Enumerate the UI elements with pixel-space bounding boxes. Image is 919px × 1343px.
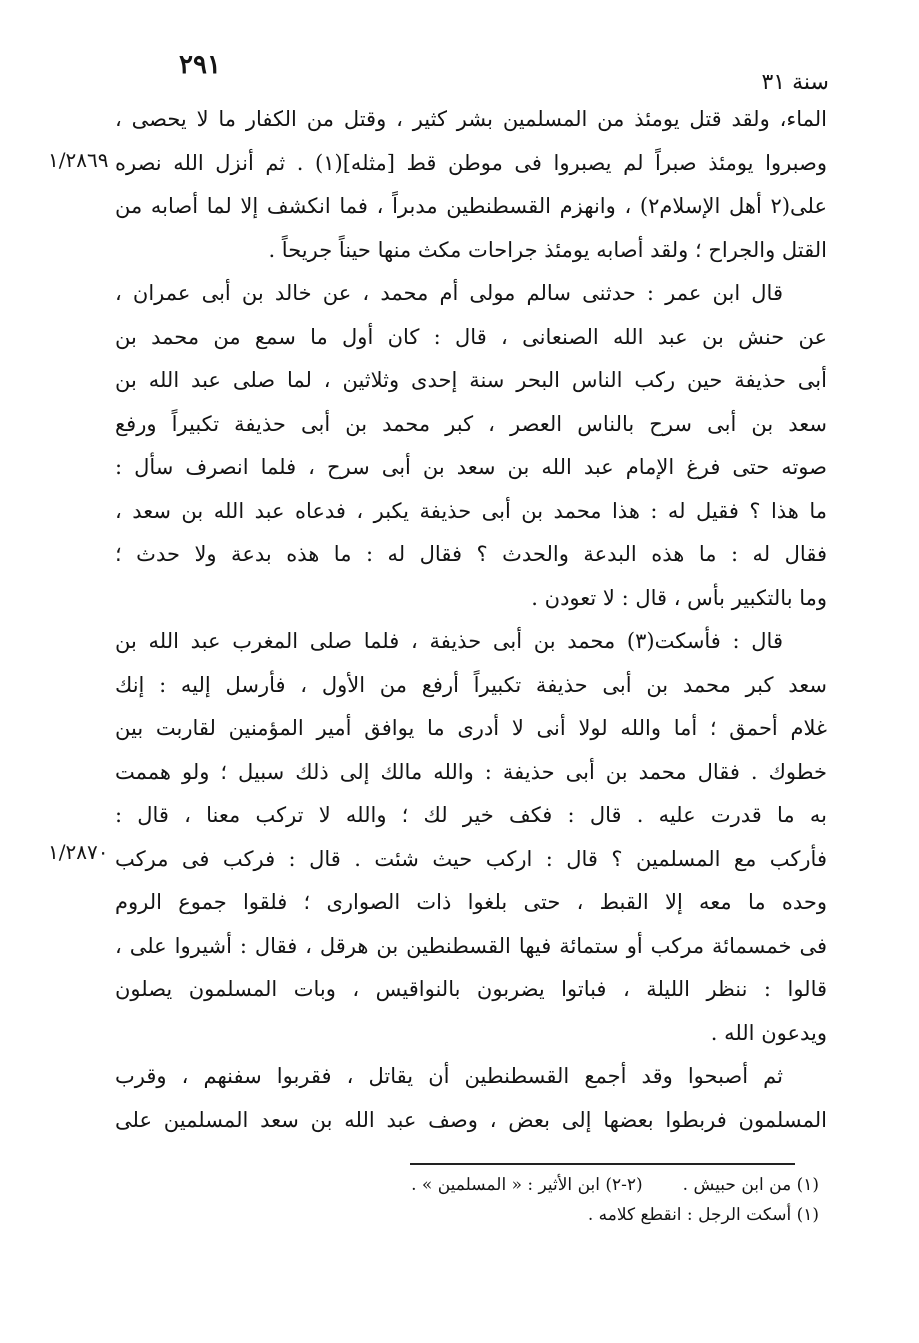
text-line: صوته حتى فرغ الإمام عبد الله بن سعد بن أبى سرح ، فلما انصرف سأل : — [115, 455, 827, 479]
text-line: فأركب مع المسلمين ؟ قال : اركب حيث شئت . قال : فركب فى مركب — [115, 846, 827, 871]
text-line: سعد بن أبى سرح بالناس العصر ، كبر محمد بن أبى حذيفة تكبيراً ورفع — [115, 411, 827, 436]
footnote: (٢-٢) ابن الأثير : « المسلمين » . — [411, 1175, 643, 1195]
text-line: وحده ما معه إلا القبط ، حتى بلغوا ذات الصوارى ؛ فلقوا جموع الروم — [115, 890, 827, 914]
footnote: (١) من ابن حبيش . — [682, 1175, 819, 1195]
main-text — [115, 98, 827, 1142]
page-number: ٢٩١ — [179, 50, 221, 80]
text-line: به ما قدرت عليه . قال : فكف خير لك ؛ والله لا تركب معنا ، قال : — [115, 803, 827, 827]
footnote-divider — [410, 1163, 795, 1165]
text-line: خطوك . فقال محمد بن أبى حذيفة : والله مالك إلى ذلك سبيل ؛ ولو هممت — [115, 759, 827, 784]
footnotes — [139, 1170, 819, 1230]
text-line: وما بالتكبير بأس ، قال : لا تعودن . — [531, 585, 827, 610]
text-line: فى خمسمائة مركب أو ستمائة فيها القسطنطين بن هرقل ، فقال : أشيروا على ، — [115, 933, 827, 958]
text-line: قال : فأسكت(٣) محمد بن أبى حذيفة ، فلما صلى المغرب عبد الله بن — [115, 629, 783, 653]
text-line: غلام أحمق ؛ أما والله لولا أنى لا أدرى ما يوافق أمير المؤمنين لقاربت بين — [115, 716, 827, 740]
text-line: قال ابن عمر : حدثنى سالم مولى أم محمد ، عن خالد بن أبى عمران ، — [115, 281, 783, 305]
text-line: سعد كبر محمد بن أبى حذيفة تكبيراً أرفع من الأول ، فأرسل إليه : إنك — [115, 672, 827, 697]
text-line: الماء، ولقد قتل يومئذ من المسلمين بشر كثير ، وقتل من الكفار ما لا يحصى ، — [115, 107, 827, 131]
margin-reference: ١/٢٨٦٩ — [48, 148, 109, 172]
text-line: ما هذا ؟ فقيل له : هذا محمد بن أبى حذيفة يكبر ، فدعاه عبد الله بن سعد ، — [115, 498, 827, 523]
text-line: المسلمون فربطوا بعضها إلى بعض ، وصف عبد الله بن سعد المسلمين على — [115, 1107, 827, 1132]
text-line: عن حنش بن عبد الله الصنعانى ، قال : كان أول ما سمع من محمد بن — [115, 324, 827, 349]
text-line: ويدعون الله . — [710, 1020, 827, 1045]
text-line: أبى حذيفة حين ركب الناس البحر سنة إحدى وثلاثين ، لما صلى عبد الله بن — [115, 368, 827, 392]
text-line: على(٢ أهل الإسلام٢) ، وانهزم القسطنطين مدبراً ، فما انكشف إلا لما أصابه من — [115, 194, 827, 218]
text-line: فقال له : ما هذه البدعة والحدث ؟ فقال له : ما هذه بدعة ولا حدث ؛ — [115, 542, 827, 566]
footnote: (١) أسكت الرجل : انقطع كلامه . — [587, 1205, 819, 1225]
text-line: وصبروا يومئذ صبراً لم يصبروا فى موطن قط [مثله](١) . ثم أنزل الله نصره — [115, 150, 827, 175]
footnote-line — [139, 1170, 819, 1200]
text-line: قالوا : ننظر الليلة ، فباتوا يضربون بالنواقيس ، وبات المسلمون يصلون — [115, 977, 827, 1001]
footnote-line — [139, 1200, 819, 1230]
year-header: سنة ٣١ — [761, 70, 829, 95]
text-line: ثم أصبحوا وقد أجمع القسطنطين أن يقاتل ، فقربوا سفنهم ، وقرب — [115, 1064, 783, 1088]
margin-reference: ١/٢٨٧٠ — [48, 840, 109, 864]
text-line: القتل والجراح ؛ ولقد أصابه يومئذ جراحات مكث منها حيناً جريحاً . — [268, 237, 827, 262]
